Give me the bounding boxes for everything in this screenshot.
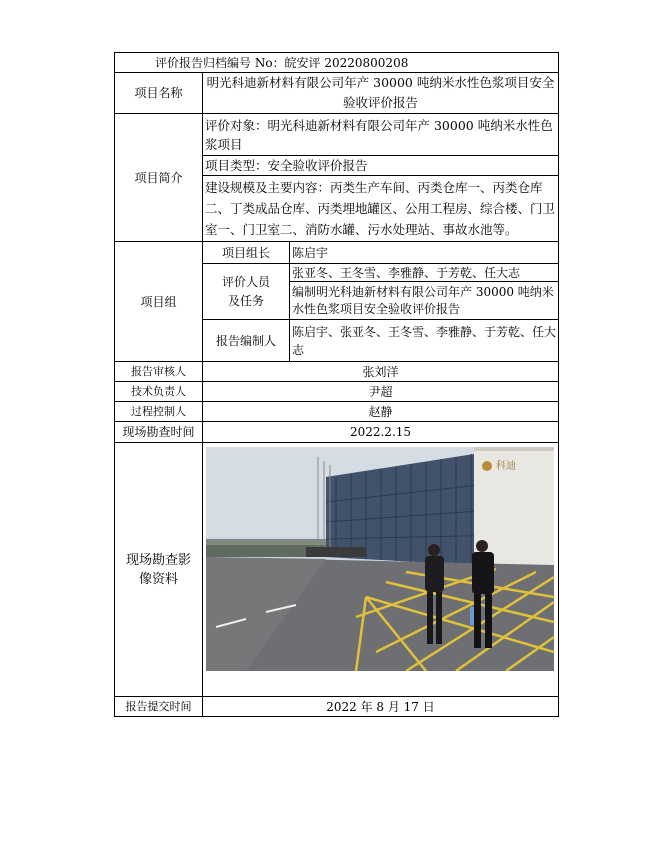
project-group-label: 项目组 <box>115 242 203 362</box>
archive-row <box>115 53 559 73</box>
reviewer-row <box>115 362 559 382</box>
project-type: 项目类型：安全验收评价报告 <box>203 156 559 176</box>
submit-time-row <box>115 697 559 717</box>
survey-time-value: 2022.2.15 <box>203 422 559 443</box>
site-survey-photo <box>206 447 554 671</box>
report-info-sheet <box>114 52 558 717</box>
survey-time-label: 现场勘查时间 <box>115 422 203 443</box>
project-object-row <box>115 114 559 156</box>
process-ctrl-row <box>115 402 559 422</box>
survey-photo-label: 现场勘查影像资料 <box>115 443 203 697</box>
tech-lead-row <box>115 382 559 402</box>
tech-lead-value: 尹超 <box>203 382 559 402</box>
survey-photo-cell <box>203 443 559 697</box>
process-ctrl-value: 赵静 <box>203 402 559 422</box>
project-intro-label: 项目简介 <box>115 114 203 242</box>
project-object: 评价对象：明光科迪新材料有限公司年产 30000 吨纳米水性色浆项目 <box>203 114 559 156</box>
evaluators-value: 张亚冬、王冬雪、李雅静、于芳乾、任大志 <box>290 264 559 282</box>
compiler-value: 陈启宇、张亚冬、王冬雪、李雅静、于芳乾、任大志 <box>290 320 559 362</box>
survey-time-row <box>115 422 559 443</box>
project-name-value: 明光科迪新材料有限公司年产 30000 吨纳米水性色浆项目安全验收评价报告 <box>203 73 559 114</box>
submit-time-label: 报告提交时间 <box>115 697 203 717</box>
reviewer-label: 报告审核人 <box>115 362 203 382</box>
task-value: 编制明光科迪新材料有限公司年产 30000 吨纳米水性色浆项目安全验收评价报告 <box>290 282 559 320</box>
report-info-table <box>114 52 559 717</box>
leader-row <box>115 242 559 264</box>
process-ctrl-label: 过程控制人 <box>115 402 203 422</box>
submit-time-value: 2022 年 8 月 17 日 <box>203 697 559 717</box>
survey-photo-row <box>115 443 559 697</box>
compiler-label: 报告编制人 <box>203 320 290 362</box>
archive-number: 评价报告归档编号 No：皖安评 20220800208 <box>115 53 559 73</box>
project-name-row <box>115 73 559 114</box>
project-name-label: 项目名称 <box>115 73 203 114</box>
leader-label: 项目组长 <box>203 242 290 264</box>
project-scale: 建设规模及主要内容：丙类生产车间、丙类仓库一、丙类仓库二、丁类成品仓库、丙类埋地罐区、公用工程房、综合楼、门卫室一、门卫室二、消防水罐、污水处理站、事故水池等。 <box>203 176 559 242</box>
leader-value: 陈启宇 <box>290 242 559 264</box>
reviewer-value: 张刘洋 <box>203 362 559 382</box>
evaluators-label: 评价人员 及任务 <box>203 264 290 320</box>
tech-lead-label: 技术负责人 <box>115 382 203 402</box>
building-sign-text: 科迪 <box>496 461 516 472</box>
